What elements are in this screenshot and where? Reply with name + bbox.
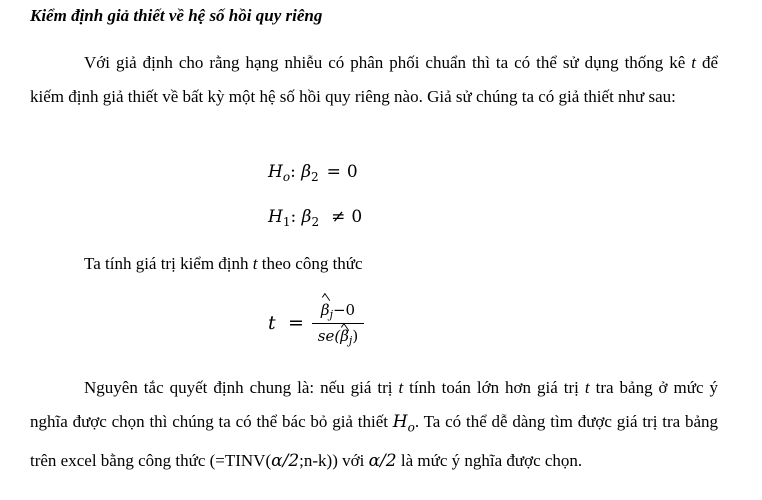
alt-h-relation: ≠ — [331, 207, 346, 227]
null-h-sub: o — [282, 170, 291, 184]
rule-t1: t — [398, 378, 404, 397]
rule-part1: Nguyên tắc quyết định chung là: nếu giá trị — [84, 378, 399, 397]
rule-t2: t — [584, 378, 590, 397]
null-h-value: 0 — [346, 162, 358, 182]
alternative-hypothesis — [268, 207, 362, 229]
rule-part3: tra bảng ở mức ý nghĩa được chọn thì chúng ta có thể bác bỏ giả thiết — [30, 378, 718, 431]
fraction-bar — [312, 323, 364, 324]
alt-h-value: 0 — [351, 207, 363, 227]
numerator-beta-sub: j — [329, 308, 333, 321]
rule-part5: ;n-k)) với — [299, 451, 369, 471]
alt-h-colon: : — [290, 207, 297, 227]
formula-intro-before: Ta tính giá trị kiểm định — [84, 254, 253, 273]
rule-part4: . Ta có thể dễ dàng tìm được giá trị tra bảng trên excel bằng công thức (=TINV( — [30, 411, 718, 471]
paragraph-decision-rule — [30, 371, 718, 479]
intro-text-before: Với giả định cho rằng hạng nhiễu có phân phối chuẩn thì ta có thể sử dụng thống kê — [84, 53, 692, 72]
denominator-se: se( — [317, 327, 341, 345]
rule-part6: là mức ý nghĩa được chọn. — [396, 451, 583, 471]
rule-alpha1: α/2 — [271, 451, 300, 472]
rule-part2: tính toán lớn hơn giá trị — [403, 378, 585, 397]
denominator-beta-hat: β — [340, 327, 349, 345]
null-h-beta: β — [301, 162, 312, 182]
rule-alpha2: α/2 — [368, 451, 397, 472]
alt-h-beta-sub: 2 — [311, 215, 320, 229]
null-h-beta-sub: 2 — [311, 170, 319, 184]
intro-text-after: để kiếm định giả thiết về bất kỳ một hệ số hồi quy riêng nào. Giả sử chúng ta có giả thiết như sau: — [30, 53, 718, 106]
numerator-beta-hat: β — [321, 296, 330, 324]
section-heading: Kiểm định giả thiết về hệ số hồi quy riêng — [30, 6, 323, 25]
rule-h-sub: o — [407, 419, 415, 434]
alt-h-var: H — [268, 207, 283, 227]
intro-t-symbol: t — [691, 53, 696, 72]
formula-intro-after: theo công thức — [257, 254, 363, 273]
formula-equals: = — [288, 312, 304, 334]
denominator-beta-sub: j — [348, 334, 353, 347]
rule-h-var: H — [392, 411, 408, 432]
formula-numerator — [312, 296, 364, 322]
formula-fraction — [312, 296, 364, 351]
formula-intro-t-symbol: t — [252, 254, 258, 273]
null-h-relation: = — [326, 162, 341, 182]
numerator-rest: −0 — [332, 301, 356, 319]
paragraph-formula-intro — [30, 247, 718, 281]
alt-h-sub: 1 — [282, 215, 291, 229]
null-hypothesis — [268, 162, 358, 184]
denominator-close: ) — [352, 327, 359, 345]
null-h-var: H — [268, 162, 283, 182]
formula-lhs: t — [268, 312, 276, 334]
alt-h-beta: β — [301, 207, 312, 227]
formula-denominator — [312, 326, 364, 351]
null-h-colon: : — [290, 162, 296, 182]
paragraph-intro — [30, 46, 718, 113]
